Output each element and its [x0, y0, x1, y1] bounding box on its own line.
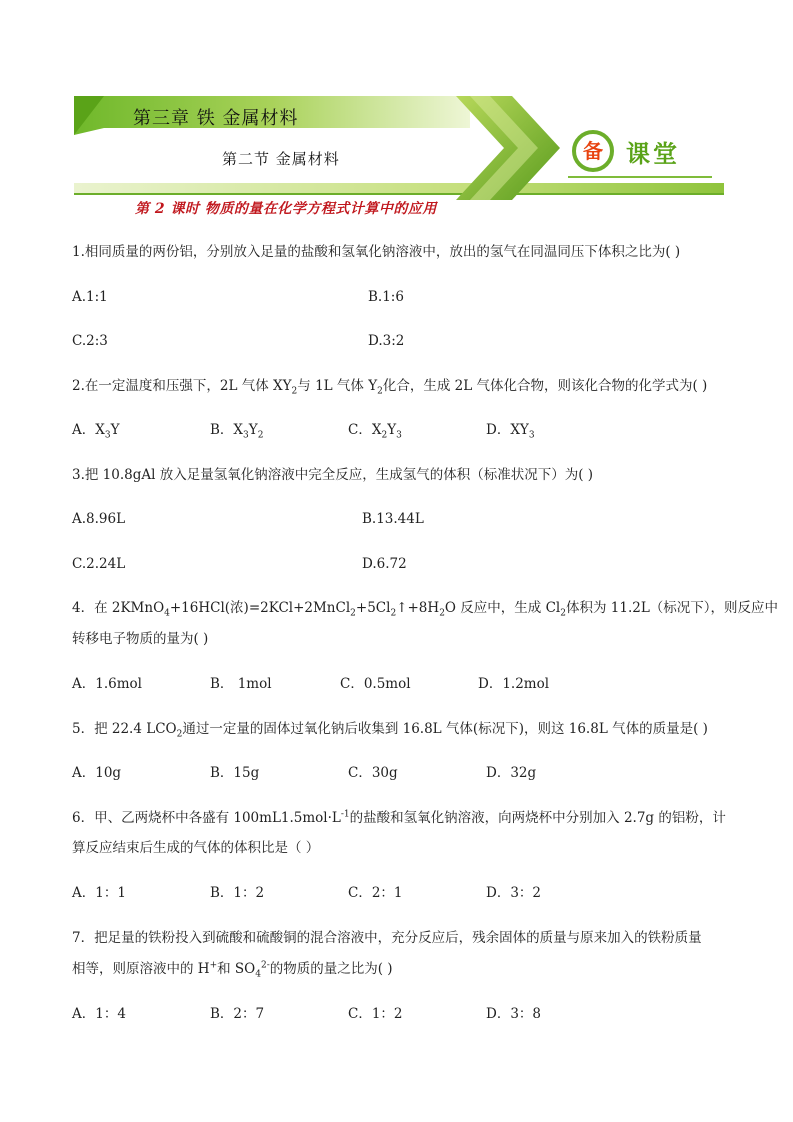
- q6-option-a: A．1：1: [72, 885, 126, 901]
- q6-option-d: D．3：2: [486, 885, 542, 901]
- q2-text-1: 2.在一定温度和压强下，2L 气体 XY: [72, 378, 292, 394]
- q2-option-d: D．$XY_3$: [486, 422, 535, 441]
- q1-option-d: D.3:2: [368, 333, 405, 349]
- q3-option-d: D.6.72: [362, 556, 407, 572]
- q7-option-b: B．2：7: [210, 1006, 265, 1022]
- header-banner: [0, 0, 793, 220]
- question-3-stem: 3.把 10.8gAl 放入足量氢氧化钠溶液中完全反应，生成氢气的体积（标准状况下）为( ): [72, 467, 594, 483]
- q4-option-d: D．1.2mol: [478, 676, 550, 692]
- q2-sub-1: 2: [291, 386, 298, 397]
- q2-text-2: 与 1L 气体 Y: [297, 378, 378, 394]
- q6-option-b: B．1：2: [210, 885, 265, 901]
- question-6-stem-line2: 算反应结束后生成的气体的体积比是（ ）: [72, 840, 320, 856]
- banner-graphic: [0, 0, 793, 220]
- q7-option-d: D．3：8: [486, 1006, 542, 1022]
- q2-option-b: B．$X_3Y_2$: [210, 422, 264, 441]
- badge-text: 课堂: [626, 140, 680, 168]
- q5-option-d: D．32g: [486, 765, 537, 781]
- q2-option-c: C．$X_2Y_3$: [348, 422, 402, 441]
- q1-option-c: C.2:3: [72, 333, 108, 349]
- q1-option-a: A.1:1: [72, 289, 108, 305]
- q5-option-b: B．15g: [210, 765, 260, 781]
- q4-option-c: C．0.5mol: [340, 676, 411, 692]
- q2-text-3: 化合，生成 2L 气体化合物，则该化合物的化学式为( ): [382, 378, 708, 394]
- lesson-title: 第 2 课时 物质的量在化学方程式计算中的应用: [135, 201, 437, 217]
- q5-option-a: A．10g: [72, 765, 122, 781]
- q7-option-a: A．1：4: [72, 1006, 126, 1022]
- q3-option-b: B.13.44L: [362, 511, 424, 527]
- q2-sub-2: 2: [377, 386, 383, 397]
- q5-option-c: C．30g: [348, 765, 398, 781]
- q4-option-a: A．1.6mol: [72, 676, 142, 692]
- q3-option-a: A.8.96L: [72, 511, 126, 527]
- question-1-stem: 1.相同质量的两份铝，分别放入足量的盐酸和氢氧化钠溶液中，放出的氢气在同温同压下体积之比为( ): [72, 244, 681, 260]
- badge-char: 备: [583, 139, 603, 163]
- q3-option-c: C.2.24L: [72, 556, 126, 572]
- chapter-title: 第三章 铁 金属材料: [133, 108, 299, 129]
- q7-option-c: C．1：2: [348, 1006, 403, 1022]
- question-4-stem-line1: 4．在 2KMnO$_4$+16HCl(浓)$=2KCl+2MnCl_2+5Cl_2↑+8H_2O$ 反应中，生成 $Cl_2$体积为 11.2L（标况下），则反应中: [72, 600, 779, 619]
- question-2-stem: [72, 377, 707, 395]
- question-7-stem-line1: 7．把足量的铁粉投入到硫酸和硫酸铜的混合溶液中，充分反应后，残余固体的质量与原来加入的铁粉质量: [72, 930, 702, 946]
- section-title: 第二节 金属材料: [222, 150, 340, 168]
- q6-option-c: C．2：1: [348, 885, 403, 901]
- question-7-stem-line2: 相等，则原溶液中的 H+和 $SO_4^{2-}$的物质的量之比为( ): [72, 960, 393, 980]
- q1-option-b: B.1:6: [368, 289, 404, 305]
- question-5-stem: 5．把 22.4 $LCO_2$通过一定量的固体过氧化钠后收集到 16.8L 气体(标况下)，则这 16.8L 气体的质量是( ): [72, 721, 708, 740]
- q2-option-a: A．$X_3Y$: [72, 422, 120, 441]
- q4-option-b: B． 1mol: [210, 676, 272, 692]
- question-4-stem-line2: 转移电子物质的量为( ): [72, 631, 209, 647]
- question-6-stem-line1: 6．甲、乙两烧杯中各盛有 $100mL1.5mol\cdot L^{-1}$的盐酸和氢氧化钠溶液，向两烧杯中分别加入 2.7g 的铝粉，计: [72, 809, 726, 826]
